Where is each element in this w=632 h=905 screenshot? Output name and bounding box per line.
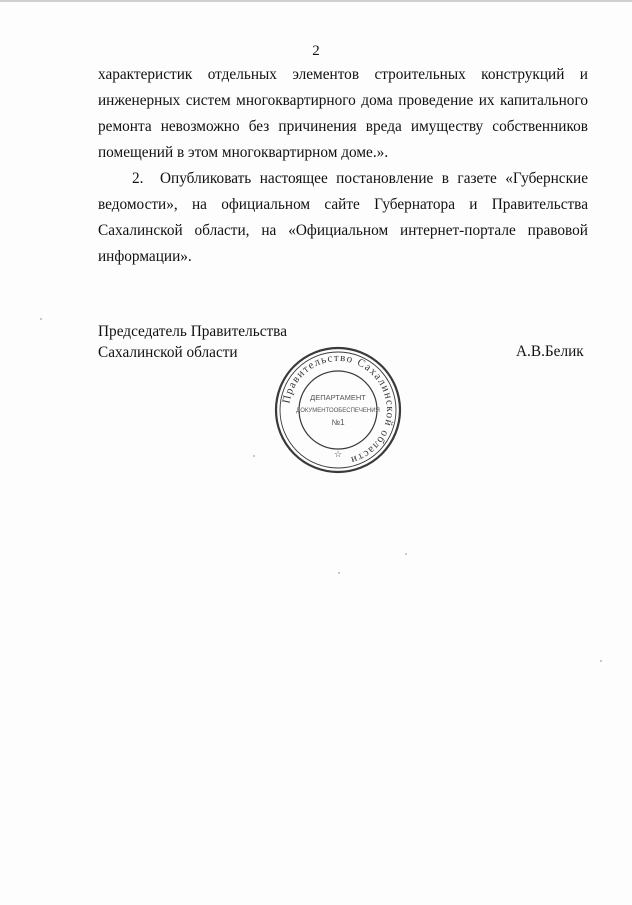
page-number: 2 <box>312 43 320 59</box>
scan-speck <box>600 660 602 662</box>
official-seal <box>273 345 403 475</box>
seal-star-icon: ☆ <box>333 450 343 460</box>
scan-speck <box>338 572 340 574</box>
paragraph-text: Опубликовать настоящее постановление в газете «Губернские ведомости», на официальном сайте Губернатора и Правительства Сахалинской области, на «Официальном интернет-портале правовой информации». <box>98 170 588 265</box>
signatory-title <box>98 321 287 363</box>
scan-speck <box>405 553 407 555</box>
seal-center-line2: ДОКУМЕНТООБЕСПЕЧЕНИЯ <box>296 408 380 414</box>
signatory-title-line1: Председатель Правительства <box>98 323 287 340</box>
paragraph-continuation: характеристик отдельных элементов строительных конструкций и инженерных систем многоквартирного дома проведение их капитального ремонта невозможно без причинения вреда имуществу собственников помещений в этом многоквартирном доме.». <box>98 66 588 161</box>
seal-center-line1: ДЕПАРТАМЕНТ <box>310 393 366 402</box>
signatory-title-line2: Сахалинской области <box>98 344 238 361</box>
paragraph-item-2 <box>98 166 588 270</box>
seal-center-line3: №1 <box>331 418 345 427</box>
scan-speck <box>40 318 42 320</box>
seal-graphic <box>273 345 403 475</box>
seal-ring-text: Правительство Сахалинской области <box>280 351 397 467</box>
scan-speck <box>253 455 255 457</box>
scan-edge <box>0 0 632 2</box>
paragraph-number: 2. <box>132 170 144 187</box>
signatory-name: А.В.Белик <box>516 343 584 360</box>
